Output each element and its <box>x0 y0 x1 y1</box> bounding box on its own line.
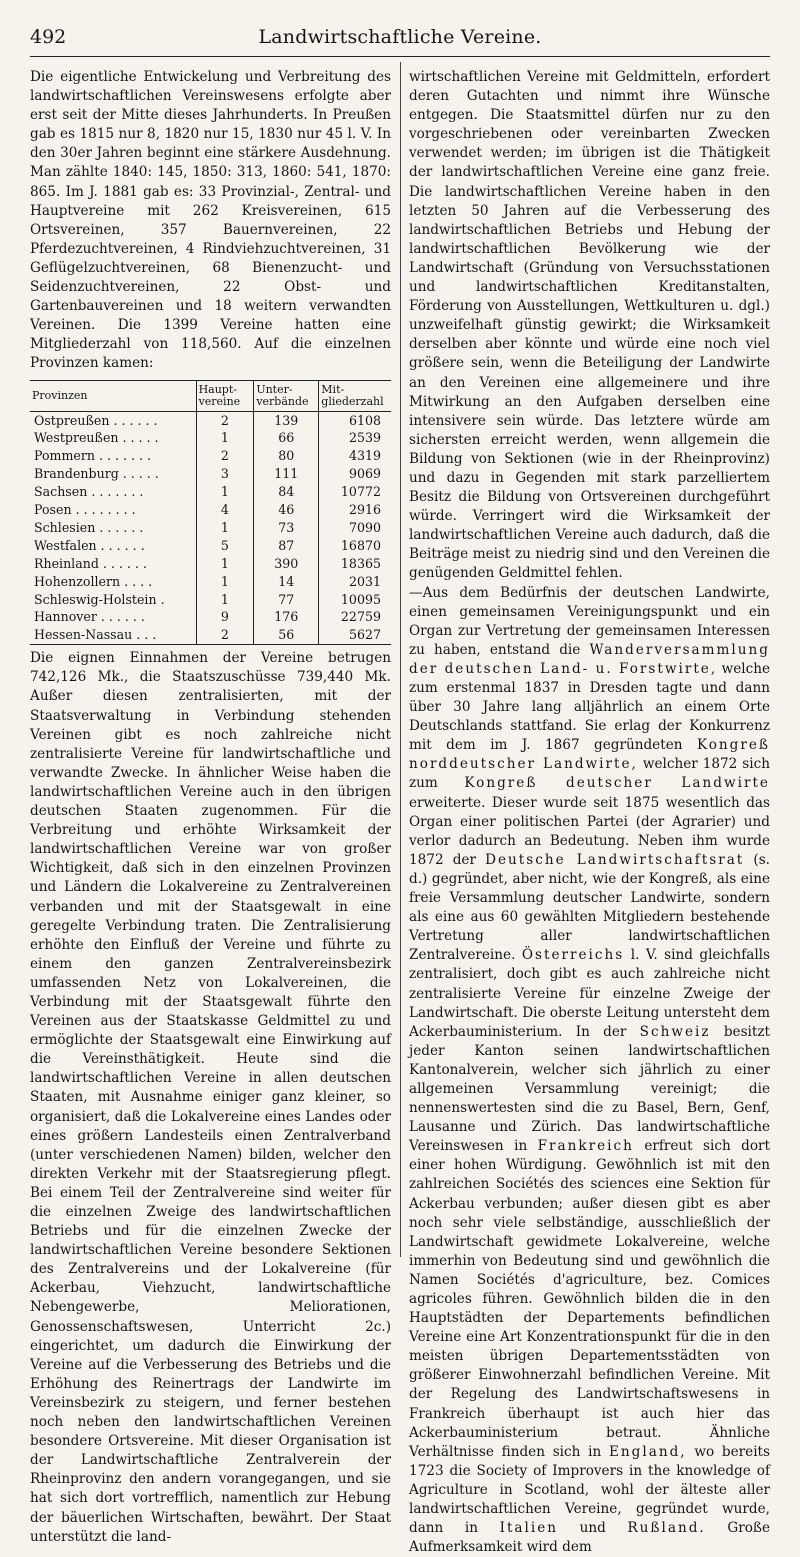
spaced-term: Italien <box>499 1520 559 1537</box>
table-row <box>30 537 391 555</box>
column-header: Provinzen <box>30 380 196 411</box>
page-number: 492 <box>30 26 67 48</box>
value-cell: 2 <box>196 411 254 429</box>
text-run: wo bereits 1723 die Society of Improvers in the knowledge of Agriculture in Scotland, wohl der älteste aller landwirtschaftlichen Vereine, gegründet wurde, dann in <box>409 1443 770 1537</box>
spaced-term: Frankreich <box>537 1138 634 1155</box>
main-paragraph: Die eignen Einnahmen der Vereine betrugen 742,126 Mk., die Staatszuschüsse 739,440 Mk. Außer diesen zentralisierten, mit der Staatsverwaltung in Verbindung stehenden Vereinen gibt es noch zahlreiche nicht zentralisierte Vereine für landwirtschaftliche und verwandte Zwecke. In ähnlicher Weise haben die landwirtschaftlichen Vereine auch in den übrigen deutschen Staaten zugenommen. Für die Verbreitung und erhöhte Wirksamkeit der landwirtschaftlichen Vereine war von großer Wichtigkeit, daß sich in den einzelnen Provinzen und Ländern die Lokalvereine zu Zentralvereinen verbanden und mit der Staatsgewalt in eine geregelte Verbindung traten. Die Zentralisierung erhöhte den Einfluß der Vereine und führte zu einem den ganzen Zentralvereinsbezirk umfassenden Netz von Lokalvereinen, die Verbindung mit der Staatsgewalt führte den Vereinen aus der Staatskasse Geldmittel zu und ermöglichte der Staatsgewalt eine Einwirkung auf die Vereinsthätigkeit. Heute sind die landwirtschaftlichen Vereine in allen deutschen Staaten, mit Ausnahme einiger ganz kleiner, so organisiert, daß die Lokalvereine eines Landes oder eines größern Landesteils einen Zentralverband (unter verschiedenen Namen) bilden, welcher den direkten Verkehr mit der Staatsregierung pflegt. Bei einem Teil der Zentralvereine sind weiter für die einzelnen Zweige des landwirtschaftlichen Betriebs und für die einzelnen Zwecke der landwirtschaftlichen Vereine besondere Sektionen des Zentralvereins und der Lokalvereine (für Ackerbau, Viehzucht, landwirtschaftliche Nebengewerbe, Meliorationen, Genossenschaftswesen, Unterricht 2c.) eingerichtet, um dadurch die Einwirkung der Vereine auf die Verbesserung des Betriebs und die Erhöhung des Reinertrags der Landwirte im Vereinsbezirk zu steigern, und ferner bestehen noch neben den landwirtschaftlichen Vereinen besondere Ortsvereine. Mit dieser Organisation ist der Landwirtschaftliche Zentralverein der Rheinprovinz den andern vorangegangen, und sie hat sich dort vortrefflich, namentlich zur Hebung der bäuerlichen Wirtschaften, bewährt. Der Staat unterstützt die land- <box>30 650 391 1545</box>
text-run: (s. d.) gegründet, aber nicht, wie der Kongreß, als eine freie Versammlung deutscher Landwirte, sondern als eine aus 60 gewählten Mitgliedern bestehende Vertretung aller landwirtschaftlichen Zentralvereine. <box>409 851 771 964</box>
value-cell: 390 <box>254 555 319 573</box>
spaced-term: Rußland. <box>627 1520 706 1537</box>
text-run: erfreut sich dort einer hohen Würdigung. Gewöhnlich ist mit den zahlreichen Sociétés des sciences eine Sektion für Ackerbau verbunden; außer diesen gibt es aber noch sehr viele selbständige, ausschließlich der Landwirtschaft gewidmete Lokalvereine, welche immerhin von Bedeutung sind und gewöhnlich die Namen Sociétés d'agriculture, bez. Comices agricoles führen. Gewöhnlich bilden die in den Hauptstädten der Departements befindlichen Vereine eine Art Konzentrationspunkt für die in den meisten übrigen Departementsstädten von größerer Einwohnerzahl befindlichen Vereine. Mit der Regelung des Landwirtschaftswesens in Frankreich überhaupt ist auch hier das Ackerbauministerium betraut. Ähnliche Verhältnisse finden sich in <box>409 1138 770 1460</box>
value-cell: 4 <box>196 501 254 519</box>
intro-paragraph: Die eigentliche Entwickelung und Verbreitung des landwirtschaftlichen Vereinswesens erfolgte aber erst seit der Mitte dieses Jahrhunderts. In Preußen gab es 1815 nur 8, 1820 nur 15, 1830 nur 45 l. V. In den 30er Jahren beginnt eine stärkere Ausdehnung. Man zählte 1840: 145, 1850: 313, 1860: 541, 1870: 865. Im J. 1881 gab es: 33 Provinzial-, Zentral- und Hauptvereine mit 262 Kreisvereinen, 615 Ortsvereinen, 357 Bauernvereinen, 22 Pferdezuchtvereinen, 4 Rindviehzuchtvereinen, 31 Geflügelzuchtvereinen, 68 Bienenzucht- und Seidenzuchtvereinen, 22 Obst- und Gartenbauvereinen und 18 weitern verwandten Vereinen. Die 1399 Vereine hatten eine Mitgliederzahl von 118,560. Auf die einzelnen Provinzen kamen: <box>30 69 391 372</box>
value-cell: 1 <box>196 591 254 609</box>
spaced-term: Kongreß deutscher Landwirte <box>464 775 770 792</box>
value-cell: 7090 <box>319 519 391 537</box>
value-cell: 111 <box>254 465 319 483</box>
spaced-term: Kongreß norddeutscher Landwirte, <box>409 737 770 773</box>
running-title: Landwirtschaftliche Vereine. <box>258 26 542 48</box>
text-run: welche zum erstenmal 1837 in Dresden tagte und dann über 30 Jahre lang alljährlich an einem Orte Deutschlands stattfand. Sie erlag der Konkurrenz mit dem im J. 1867 gegründeten <box>409 660 771 754</box>
value-cell: 84 <box>254 483 319 501</box>
spaced-term: Deutsche Landwirtschaftsrat <box>485 851 745 868</box>
table-row <box>30 483 391 501</box>
province-table <box>30 380 391 646</box>
value-cell: 2539 <box>319 429 391 447</box>
province-name-cell: Westfalen . . . . . . <box>34 537 145 553</box>
left-column <box>30 68 391 1547</box>
value-cell: 73 <box>254 519 319 537</box>
text-run: welcher 1872 sich zum <box>409 756 770 792</box>
table-row <box>30 555 391 573</box>
province-name-cell: Schleswig-Holstein . <box>34 591 165 607</box>
right-column <box>409 68 770 1557</box>
spaced-term: Österreichs <box>521 947 625 964</box>
table-row <box>30 501 391 519</box>
value-cell: 5627 <box>319 626 391 644</box>
province-name-cell: Posen . . . . . . . . <box>34 502 136 518</box>
value-cell: 2 <box>196 447 254 465</box>
value-cell: 9069 <box>319 465 391 483</box>
table-row <box>30 411 391 429</box>
province-name-cell: Ostpreußen . . . . . . <box>34 412 158 428</box>
right-paragraph-1: wirtschaftlichen Vereine mit Geldmitteln, erfordert deren Gutachten und nimmt ihre Wünsche entgegen. Die Staatsmittel dürfen nur zu den vorgeschriebenen oder vereinbarten Zwecken verwendet werden; im übrigen ist die Thätigkeit der landwirtschaftlichen Vereine eine ganz freie. Die landwirtschaftlichen Vereine haben in den letzten 50 Jahren auf die Verbesserung des landwirtschaftlichen Betriebs und Hebung der landwirtschaftlichen Bevölkerung wie der Landwirtschaft (Gründung von Versuchsstationen und landwirtschaftlichen Kreditanstalten, Förderung von Ausstellungen, Wettkulturen u. dgl.) unzweifelhaft günstig gewirkt; die Wirksamkeit derselben aber könnte und würde eine noch viel größere sein, wenn die Beteiligung der Landwirte an den Vereinen eine allgemeinere und ihre Mitwirkung an den Aufgaben derselben eine intensivere sein würde. Das letztere würde am sichersten erreicht werden, wenn allgemein die Bildung von Sektionen (wie in der Rheinprovinz) und dazu in Gegenden mit stark parzelliertem Besitz die Bildung von Ortsvereinen durchgeführt würde. Verringert wird die Wirksamkeit der landwirtschaftlichen Vereine auch dadurch, daß die Beiträge meist zu niedrig sind und den Vereinen die genügenden Geldmittel fehlen. <box>409 69 770 582</box>
column-header: Unter-verbände <box>254 380 319 411</box>
column-header: Haupt-vereine <box>196 380 254 411</box>
spaced-term: England, <box>608 1443 687 1460</box>
page-header <box>30 22 770 57</box>
value-cell: 139 <box>254 411 319 429</box>
value-cell: 2 <box>196 626 254 644</box>
value-cell: 2916 <box>319 501 391 519</box>
table-row <box>30 591 391 609</box>
value-cell: 1 <box>196 483 254 501</box>
table-row <box>30 465 391 483</box>
province-name-cell: Rheinland . . . . . . <box>34 555 147 571</box>
value-cell: 5 <box>196 537 254 555</box>
text-run: und <box>579 1520 606 1537</box>
table-body <box>30 411 391 645</box>
spaced-term: Wanderversammlung der deutschen Land- u. Forstwirte, <box>409 641 770 677</box>
value-cell: 2031 <box>319 573 391 591</box>
table-row <box>30 429 391 447</box>
value-cell: 77 <box>254 591 319 609</box>
text-run: besitzt jeder Kanton seinen landwirtschaftlichen Kantonalverein, welcher sich jährlich zu einer allgemeinen Versammlung vereinigt; die nennenswertesten sind die zu Basel, Bern, Genf, Lausanne und Zürich. Das landwirtschaftliche Vereinswesen in <box>409 1023 770 1155</box>
value-cell: 56 <box>254 626 319 644</box>
value-cell: 6108 <box>319 411 391 429</box>
province-name-cell: Hessen-Nassau . . . <box>30 626 196 644</box>
value-cell: 1 <box>196 573 254 591</box>
table-header-row <box>30 380 391 411</box>
province-name-cell: Hohenzollern . . . . <box>34 573 153 589</box>
province-name-cell: Schlesien . . . . . . <box>34 519 144 535</box>
province-name-cell: Sachsen . . . . . . . <box>34 484 144 500</box>
value-cell: 87 <box>254 537 319 555</box>
value-cell: 3 <box>196 465 254 483</box>
text-run: l. V. sind gleichfalls zentralisiert, doch gibt es auch zahlreiche nicht zentralisierte Vereine für einzelne Zweige der Landwirtschaft. Die oberste Leitung untersteht dem Ackerbauministerium. In der <box>409 947 770 1040</box>
value-cell: 80 <box>254 447 319 465</box>
province-name-cell: Pommern . . . . . . . <box>34 448 152 464</box>
province-table-wrap <box>30 380 391 646</box>
table-row <box>30 447 391 465</box>
value-cell: 1 <box>196 429 254 447</box>
value-cell: 14 <box>254 573 319 591</box>
province-name-cell: Brandenburg . . . . . <box>34 466 159 482</box>
province-name-cell: Westpreußen . . . . . <box>34 430 159 446</box>
table-row <box>30 519 391 537</box>
value-cell: 46 <box>254 501 319 519</box>
value-cell: 4319 <box>319 447 391 465</box>
right-paragraph-2 <box>409 584 770 1557</box>
page <box>30 22 771 1556</box>
value-cell: 1 <box>196 555 254 573</box>
text-run: erweiterte. Dieser wurde seit 1875 wesentlich das Organ einer politischen Partei (der Agrarier) und verlor dadurch an Bedeutung. Neben ihm wurde 1872 der <box>409 794 770 868</box>
column-divider <box>400 62 401 1257</box>
spaced-term: Schweiz <box>639 1023 711 1040</box>
table-row <box>30 626 391 644</box>
text-run: —Aus dem Bedürfnis der deutschen Landwirte, einen gemeinsamen Vereinigungspunkt und ein Organ zur Vertretung der gemeinsamen Interessen zu haben, entstand die <box>409 584 770 658</box>
value-cell: 9 <box>196 608 254 626</box>
value-cell: 18365 <box>319 555 391 573</box>
value-cell: 1 <box>196 519 254 537</box>
value-cell: 66 <box>254 429 319 447</box>
value-cell: 176 <box>254 608 319 626</box>
table-row <box>30 573 391 591</box>
column-header: Mit-gliederzahl <box>319 380 391 411</box>
value-cell: 16870 <box>319 537 391 555</box>
province-name-cell: Hannover . . . . . . <box>34 609 145 625</box>
value-cell: 10095 <box>319 591 391 609</box>
value-cell: 10772 <box>319 483 391 501</box>
text-run: Große Aufmerksamkeit wird dem <box>409 1520 771 1556</box>
table-row <box>30 608 391 626</box>
value-cell: 22759 <box>319 608 391 626</box>
